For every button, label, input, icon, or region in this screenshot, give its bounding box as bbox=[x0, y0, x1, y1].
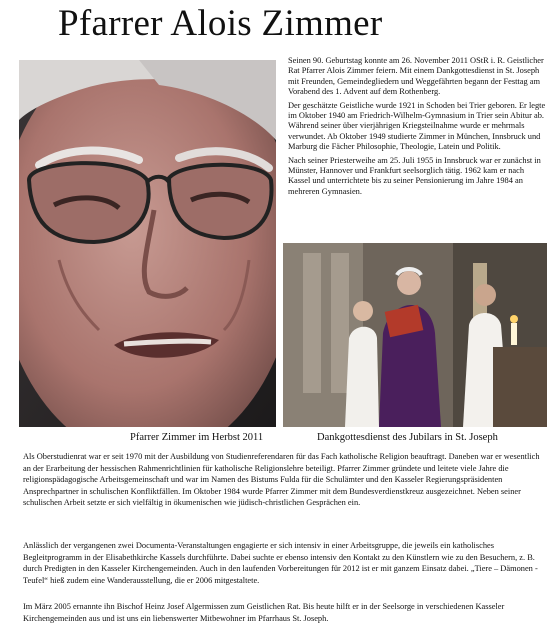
body-paragraph-3 bbox=[23, 601, 547, 624]
body-paragraph-2-text: Anlässlich der vergangenen zwei Documenta-Veranstaltungen engagierte er sich intensiv in einer Arbeitsgruppe, die jeweils ein katholisches Begleitprogramm in der Elisabethkirche Kassels durchführte. Dabei suchte er ebenso intensiv den Kontakt zu den Künstlern wie zu den Besuchern, z. B. durch Predigten in den Kasseler Kirchengemeinden. Auch in den laufenden Vorbereitungen für 2012 ist er mit ganzem Einsatz dabei. „Tiere – Dämonen - Teufel“ hieß zudem eine Wanderausstellung, die er 2006 mitgestaltete. bbox=[23, 541, 538, 585]
body-paragraph-3-text: Im März 2005 ernannte ihn Bischof Heinz Josef Algermissen zum Geistlichen Rat. Bis heute hilft er in der Seelsorge in verschiedenen Kasseler Kirchengemeinden aus und ist uns ein liebenswerter Mitbewohner im Pfarrhaus St. Joseph. bbox=[23, 602, 505, 623]
portrait-photo bbox=[19, 60, 276, 427]
service-caption: Dankgottesdienst des Jubilars in St. Joseph bbox=[317, 432, 498, 443]
intro-paragraph-1: Seinen 90. Geburtstag konnte am 26. November 2011 OStR i. R. Geistlicher Rat Pfarrer Alois Zimmer feiern. Mit einem Dankgottesdienst in St. Joseph mit Freunden, Gemeindegliedern und Weggefährten begann der Festtag am Vorabend des 1. Advent auf dem Rothenberg. bbox=[288, 56, 544, 97]
body-paragraph-2 bbox=[23, 540, 547, 586]
intro-text bbox=[288, 56, 548, 200]
page-title: Pfarrer Alois Zimmer bbox=[58, 3, 383, 44]
intro-paragraph-2: Der geschätzte Geistliche wurde 1921 in Schoden bei Trier geboren. Er legte im Oktober 1940 am Friedrich-Wilhelm-Gymnasium in Trier sein Abitur ab. Während seiner über vierjährigen Kriegsteilnahme wurde er mehrmals verwundet. Ab Oktober 1949 studierte Zimmer in München, Innsbruck und Marburg die Fächer Philosophie, Theologie, Latein und Politik. bbox=[288, 100, 546, 152]
body-paragraph-1-text: Als Oberstudienrat war er seit 1970 mit der Ausbildung von Studienreferendaren für das Fach katholische Religion beauftragt. Daneben war er wesentlich an der Erarbeitung der hessischen Rahmenrichtlinien für katholische Religionslehre beteiligt. Pfarrer Zimmer gründete und leitete viele Jahre die religionspädagogische Arbeitsgemeinschaft und war im Namen des Bistums Fulda für die Schulämter und den Kasseler Regierungspräsidenten Ansprechpartner in schulischen Konfliktfällen. Im Oktober 1984 wurde Pfarrer Zimmer mit dem Bundesverdienstkreuz ausgezeichnet. Neben seiner schulischen Arbeit setzte er sich vielfältig in ökumenischen wie jüdisch-christlichen Gesprächen ein. bbox=[23, 452, 540, 508]
service-photo bbox=[283, 243, 547, 427]
body-paragraph-1 bbox=[23, 451, 547, 509]
intro-paragraph-3: Nach seiner Priesterweihe am 25. Juli 1955 in Innsbruck war er zunächst in Münster, Hannover und Frankfurt seelsorglich tätig. 1962 kam er nach Kassel und unterrichtete bis zu seiner Pensionierung im Jahre 1984 an mehreren Gymnasien. bbox=[288, 155, 541, 196]
portrait-caption: Pfarrer Zimmer im Herbst 2011 bbox=[130, 432, 264, 443]
